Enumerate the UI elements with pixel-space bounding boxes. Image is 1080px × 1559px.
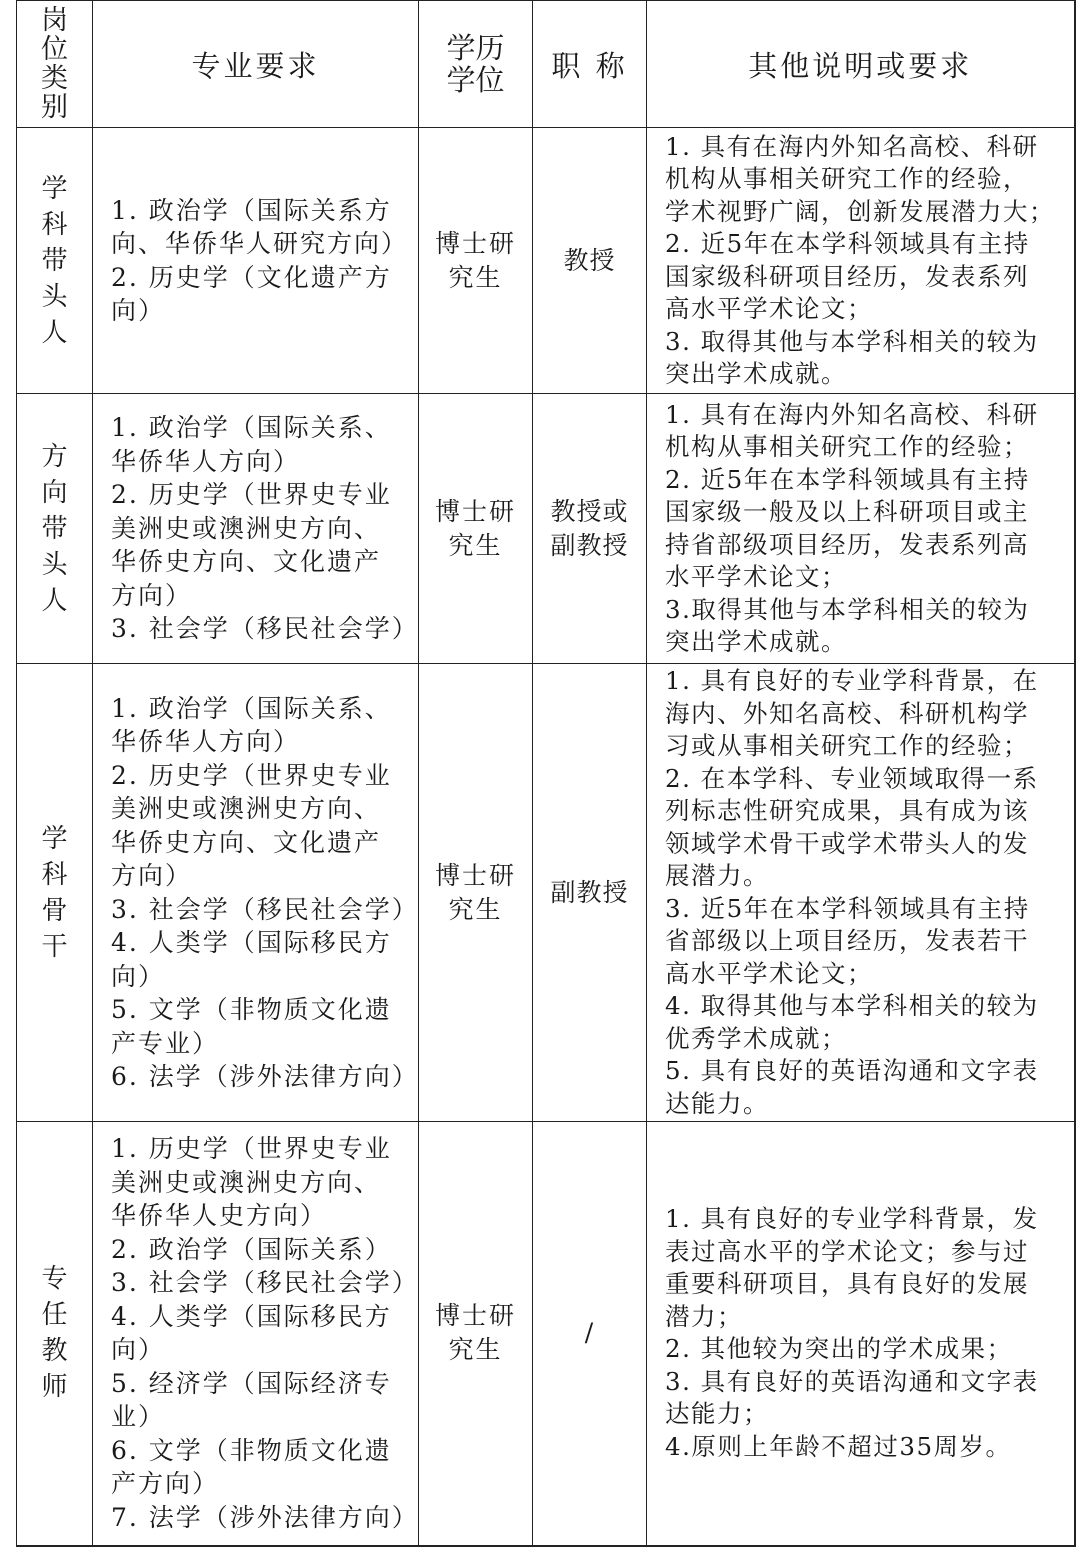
major-line: 3. 社会学（移民社会学） bbox=[111, 614, 419, 644]
major-line: 向） bbox=[111, 1335, 166, 1365]
title-cell bbox=[533, 1122, 647, 1546]
other-cell bbox=[647, 394, 1075, 664]
major-line: 华侨华人史方向） bbox=[111, 1201, 328, 1231]
other-line: 列标志性研究成果，具有成为该 bbox=[665, 796, 1029, 825]
other-line: 1. 具有良好的专业学科背景，在 bbox=[665, 666, 1039, 695]
table-row bbox=[17, 664, 1075, 1122]
header-row bbox=[17, 1, 1075, 128]
education-text: 博士研究生 bbox=[434, 228, 516, 292]
other-line: 习或从事相关研究工作的经验； bbox=[665, 731, 1029, 760]
header-other: 其他说明或要求 bbox=[647, 1, 1075, 128]
major-line: 华侨史方向、文化遗产 bbox=[111, 827, 382, 857]
major-line: 产方向） bbox=[111, 1469, 220, 1499]
major-line: 4. 人类学（国际移民方 bbox=[111, 1301, 392, 1331]
major-line: 华侨华人方向） bbox=[111, 446, 301, 476]
major-line: 向） bbox=[111, 296, 166, 325]
other-line: 重要科研项目，具有良好的发展 bbox=[665, 1269, 1029, 1299]
category-text: 专任教师 bbox=[41, 1264, 68, 1403]
education-cell bbox=[419, 1122, 533, 1546]
title-cell bbox=[533, 664, 647, 1122]
category-text: 方向带头人 bbox=[41, 441, 68, 616]
major-cell bbox=[93, 664, 419, 1122]
other-line: 学术视野广阔，创新发展潜力大； bbox=[665, 196, 1055, 226]
other-line: 国家级一般及以上科研项目或主 bbox=[665, 497, 1029, 526]
major-line: 3. 社会学（移民社会学） bbox=[111, 1268, 419, 1298]
education-cell bbox=[419, 664, 533, 1122]
major-line: 2. 政治学（国际关系） bbox=[111, 1234, 392, 1264]
other-line: 4.原则上年龄不超过35周岁。 bbox=[665, 1431, 1012, 1461]
other-line: 突出学术成就。 bbox=[665, 627, 847, 656]
other-line: 持省部级项目经历，发表系列高 bbox=[665, 529, 1029, 559]
other-line: 3. 具有良好的英语沟通和文字表 bbox=[665, 1366, 1039, 1396]
other-line: 1. 具有在海内外知名高校、科研 bbox=[665, 131, 1039, 161]
other-cell bbox=[647, 128, 1075, 394]
other-line: 达能力； bbox=[665, 1399, 769, 1429]
category-cell bbox=[17, 1122, 93, 1546]
other-line: 水平学术论文； bbox=[665, 562, 847, 591]
major-cell bbox=[93, 1122, 419, 1546]
category-cell bbox=[17, 664, 93, 1122]
education-text: 博士研究生 bbox=[434, 1301, 516, 1365]
major-line: 美洲史或澳洲史方向、 bbox=[111, 513, 382, 543]
education-cell bbox=[419, 394, 533, 664]
other-line: 优秀学术成就； bbox=[665, 1023, 847, 1053]
header-title: 职 称 bbox=[533, 1, 647, 128]
category-text: 学科骨干 bbox=[41, 823, 68, 962]
other-line: 展潜力。 bbox=[665, 861, 769, 890]
other-line: 3. 取得其他与本学科相关的较为 bbox=[665, 326, 1039, 356]
major-line: 2. 历史学（世界史专业 bbox=[111, 480, 392, 510]
other-line: 突出学术成就。 bbox=[665, 359, 847, 388]
other-line: 2. 近5年在本学科领域具有主持 bbox=[665, 464, 1030, 494]
other-cell bbox=[647, 664, 1075, 1122]
major-line: 2. 历史学（世界史专业 bbox=[111, 760, 392, 790]
major-line: 5. 文学（非物质文化遗 bbox=[111, 995, 392, 1024]
category-cell bbox=[17, 394, 93, 664]
major-cell bbox=[93, 128, 419, 394]
education-cell bbox=[419, 128, 533, 394]
title-text: / bbox=[584, 1318, 595, 1348]
other-line: 机构从事相关研究工作的经验； bbox=[665, 432, 1029, 461]
major-line: 3. 社会学（移民社会学） bbox=[111, 894, 419, 924]
major-line: 方向） bbox=[111, 580, 193, 610]
other-line: 5. 具有良好的英语沟通和文字表 bbox=[665, 1056, 1039, 1085]
major-line: 1. 政治学（国际关系、 bbox=[111, 413, 392, 443]
major-line: 美洲史或澳洲史方向、 bbox=[111, 1167, 382, 1197]
other-line: 达能力。 bbox=[665, 1088, 769, 1118]
other-line: 2. 其他较为突出的学术成果； bbox=[665, 1334, 1013, 1364]
table-row bbox=[17, 394, 1075, 664]
other-line: 高水平学术论文； bbox=[665, 294, 873, 323]
title-text: 教授 bbox=[563, 245, 616, 275]
header-education: 学历学位 bbox=[419, 1, 533, 128]
major-line: 1. 政治学（国际关系、 bbox=[111, 693, 392, 723]
header-category: 岗位类别 bbox=[17, 1, 93, 128]
other-cell bbox=[647, 1122, 1075, 1546]
major-line: 华侨华人方向） bbox=[111, 727, 301, 756]
title-text: 副教授 bbox=[550, 877, 629, 907]
title-text: 教授或副教授 bbox=[550, 496, 629, 560]
other-line: 4. 取得其他与本学科相关的较为 bbox=[665, 991, 1039, 1020]
other-line: 省部级以上项目经历，发表若干 bbox=[665, 926, 1029, 955]
other-line: 1. 具有良好的专业学科背景，发 bbox=[665, 1204, 1039, 1234]
major-line: 向、华侨华人研究方向） bbox=[111, 229, 409, 258]
category-text: 学科带头人 bbox=[41, 173, 68, 348]
table-row bbox=[17, 128, 1075, 394]
major-line: 向） bbox=[111, 961, 166, 991]
major-line: 6. 法学（涉外法律方向） bbox=[111, 1062, 419, 1091]
major-line: 1. 历史学（世界史专业 bbox=[111, 1134, 392, 1164]
major-line: 1. 政治学（国际关系方 bbox=[111, 195, 392, 225]
title-cell bbox=[533, 394, 647, 664]
other-line: 1. 具有在海内外知名高校、科研 bbox=[665, 399, 1039, 429]
table-row bbox=[17, 1122, 1075, 1546]
other-line: 海内、外知名高校、科研机构学 bbox=[665, 698, 1029, 728]
header-major: 专业要求 bbox=[93, 1, 419, 128]
major-line: 美洲史或澳洲史方向、 bbox=[111, 794, 382, 823]
other-line: 表过高水平的学术论文；参与过 bbox=[665, 1236, 1029, 1266]
other-line: 领域学术骨干或学术带头人的发 bbox=[665, 828, 1029, 858]
other-line: 高水平学术论文； bbox=[665, 958, 873, 988]
other-line: 2. 在本学科、专业领域取得一系 bbox=[665, 763, 1039, 793]
major-line: 4. 人类学（国际移民方 bbox=[111, 928, 392, 957]
other-line: 国家级科研项目经历，发表系列 bbox=[665, 261, 1029, 291]
major-line: 5. 经济学（国际经济专 bbox=[111, 1368, 392, 1398]
other-line: 2. 近5年在本学科领域具有主持 bbox=[665, 229, 1030, 258]
major-line: 6. 文学（非物质文化遗 bbox=[111, 1435, 392, 1465]
major-line: 业） bbox=[111, 1402, 166, 1432]
major-cell bbox=[93, 394, 419, 664]
title-cell bbox=[533, 128, 647, 394]
major-line: 7. 法学（涉外法律方向） bbox=[111, 1502, 419, 1532]
major-line: 方向） bbox=[111, 861, 193, 890]
other-line: 机构从事相关研究工作的经验， bbox=[665, 164, 1029, 193]
requirements-table bbox=[16, 0, 1076, 1547]
education-text: 博士研究生 bbox=[434, 860, 516, 924]
major-line: 产专业） bbox=[111, 1028, 220, 1058]
major-line: 2. 历史学（文化遗产方 bbox=[111, 262, 392, 292]
other-line: 3.取得其他与本学科相关的较为 bbox=[665, 594, 1030, 624]
major-line: 华侨史方向、文化遗产 bbox=[111, 547, 382, 577]
category-cell bbox=[17, 128, 93, 394]
other-line: 潜力； bbox=[665, 1301, 743, 1331]
other-line: 3. 近5年在本学科领域具有主持 bbox=[665, 893, 1030, 923]
education-text: 博士研究生 bbox=[434, 496, 516, 560]
